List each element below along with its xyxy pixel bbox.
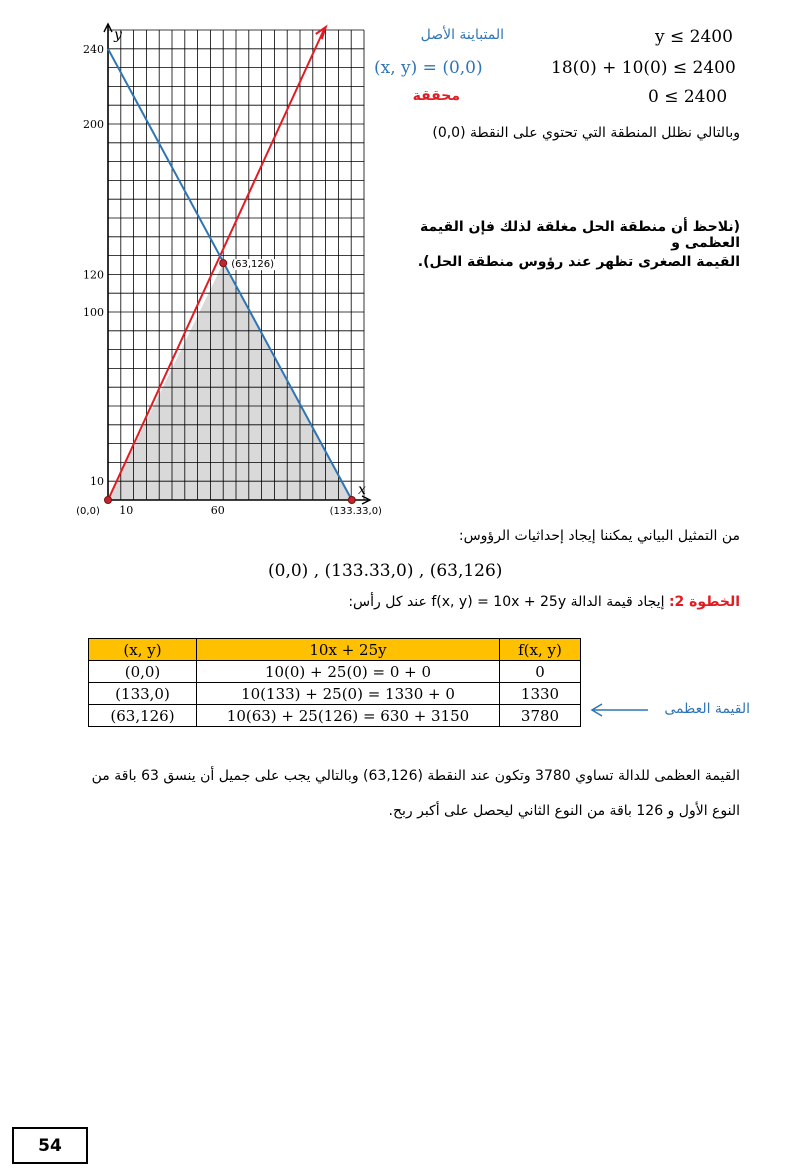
header-expression: 10x + 25y [197, 639, 500, 661]
table-row [89, 661, 581, 683]
page-number: 54 [12, 1127, 88, 1164]
vertices-list: (0,0) , (133.33,0) , (63,126) [268, 561, 503, 581]
x-tick-label: 10 [119, 504, 134, 517]
step2-label: الخطوة 2: [668, 594, 740, 610]
table-row [89, 705, 581, 727]
vertex-point [105, 497, 112, 504]
step2-line [290, 594, 740, 610]
row-expression: 10(63) + 25(126) = 630 + 3150 [197, 705, 500, 727]
test-substitution: 18(0) + 10(0) ≤ 2400 [551, 58, 736, 78]
vertex-label: (63,126) [231, 259, 274, 271]
y-tick-label: 200 [83, 118, 104, 131]
row-value: 1330 [500, 683, 581, 705]
table-row [89, 683, 581, 705]
y-tick-label: 120 [83, 268, 104, 282]
satisfied-label: محققة [412, 88, 460, 104]
header-point: (x, y) [89, 639, 197, 661]
row-expression: 10(0) + 25(0) = 0 + 0 [197, 661, 500, 683]
test-result: 0 ≤ 2400 [648, 87, 728, 107]
x-tick-label: 60 [210, 504, 225, 517]
y-tick-label: 100 [83, 306, 104, 319]
test-point: (x, y) = (0,0) [374, 58, 483, 78]
shade-instruction: وبالتالي نظلل المنطقة التي تحتوي على النقطة (0,0) [432, 125, 740, 141]
conclusion-line-1: القيمة العظمى للدالة تساوي 3780 وتكون عند النقطة (63,126) وبالتالي يجب على جميل أن ينسق 63 باقة من [91, 768, 740, 784]
vertex-label: (0,0) [76, 506, 100, 517]
feasible-region [108, 263, 352, 500]
table-header-row [89, 639, 581, 661]
header-value: f(x, y) [500, 639, 581, 661]
row-point: (63,126) [89, 705, 197, 727]
vertex-point [348, 497, 355, 504]
y-tick-label: 240 [83, 42, 104, 56]
note-line-1: (نلاحظ أن منطقة الحل مغلقة لذلك فإن القيمة العظمى و [419, 219, 740, 251]
evaluation-table [88, 638, 581, 727]
max-arrow [588, 700, 650, 720]
feasible-region-graph [72, 22, 382, 520]
conclusion-line-2: النوع الأول و 126 باقة من النوع الثاني ليحصل على أكبر ربح. [388, 803, 740, 819]
original-inequality-label: المتباينة الأصل [420, 27, 504, 43]
vertex-point [220, 260, 227, 267]
row-expression: 10(133) + 25(0) = 1330 + 0 [197, 683, 500, 705]
max-label: القيمة العظمى [664, 701, 750, 717]
vertices-intro: من التمثيل البياني يمكننا إيجاد إحداثيات الرؤوس: [458, 528, 740, 544]
step2-text: إيجاد قيمة الدالة f(x, y) = 10x + 25y عند كل رأس: [348, 594, 665, 610]
row-point: (0,0) [89, 661, 197, 683]
vertex-label: (133.33,0) [329, 506, 382, 517]
row-point: (133,0) [89, 683, 197, 705]
original-inequality: y ≤ 2400 [655, 27, 733, 47]
y-tick-label: 10 [90, 475, 104, 489]
y-axis-label: y [114, 27, 122, 43]
row-value: 0 [500, 661, 581, 683]
x-axis-label: x [358, 482, 366, 498]
row-value: 3780 [500, 705, 581, 727]
note-line-2: القيمة الصغرى تظهر عند رؤوس منطقة الحل). [417, 254, 740, 270]
